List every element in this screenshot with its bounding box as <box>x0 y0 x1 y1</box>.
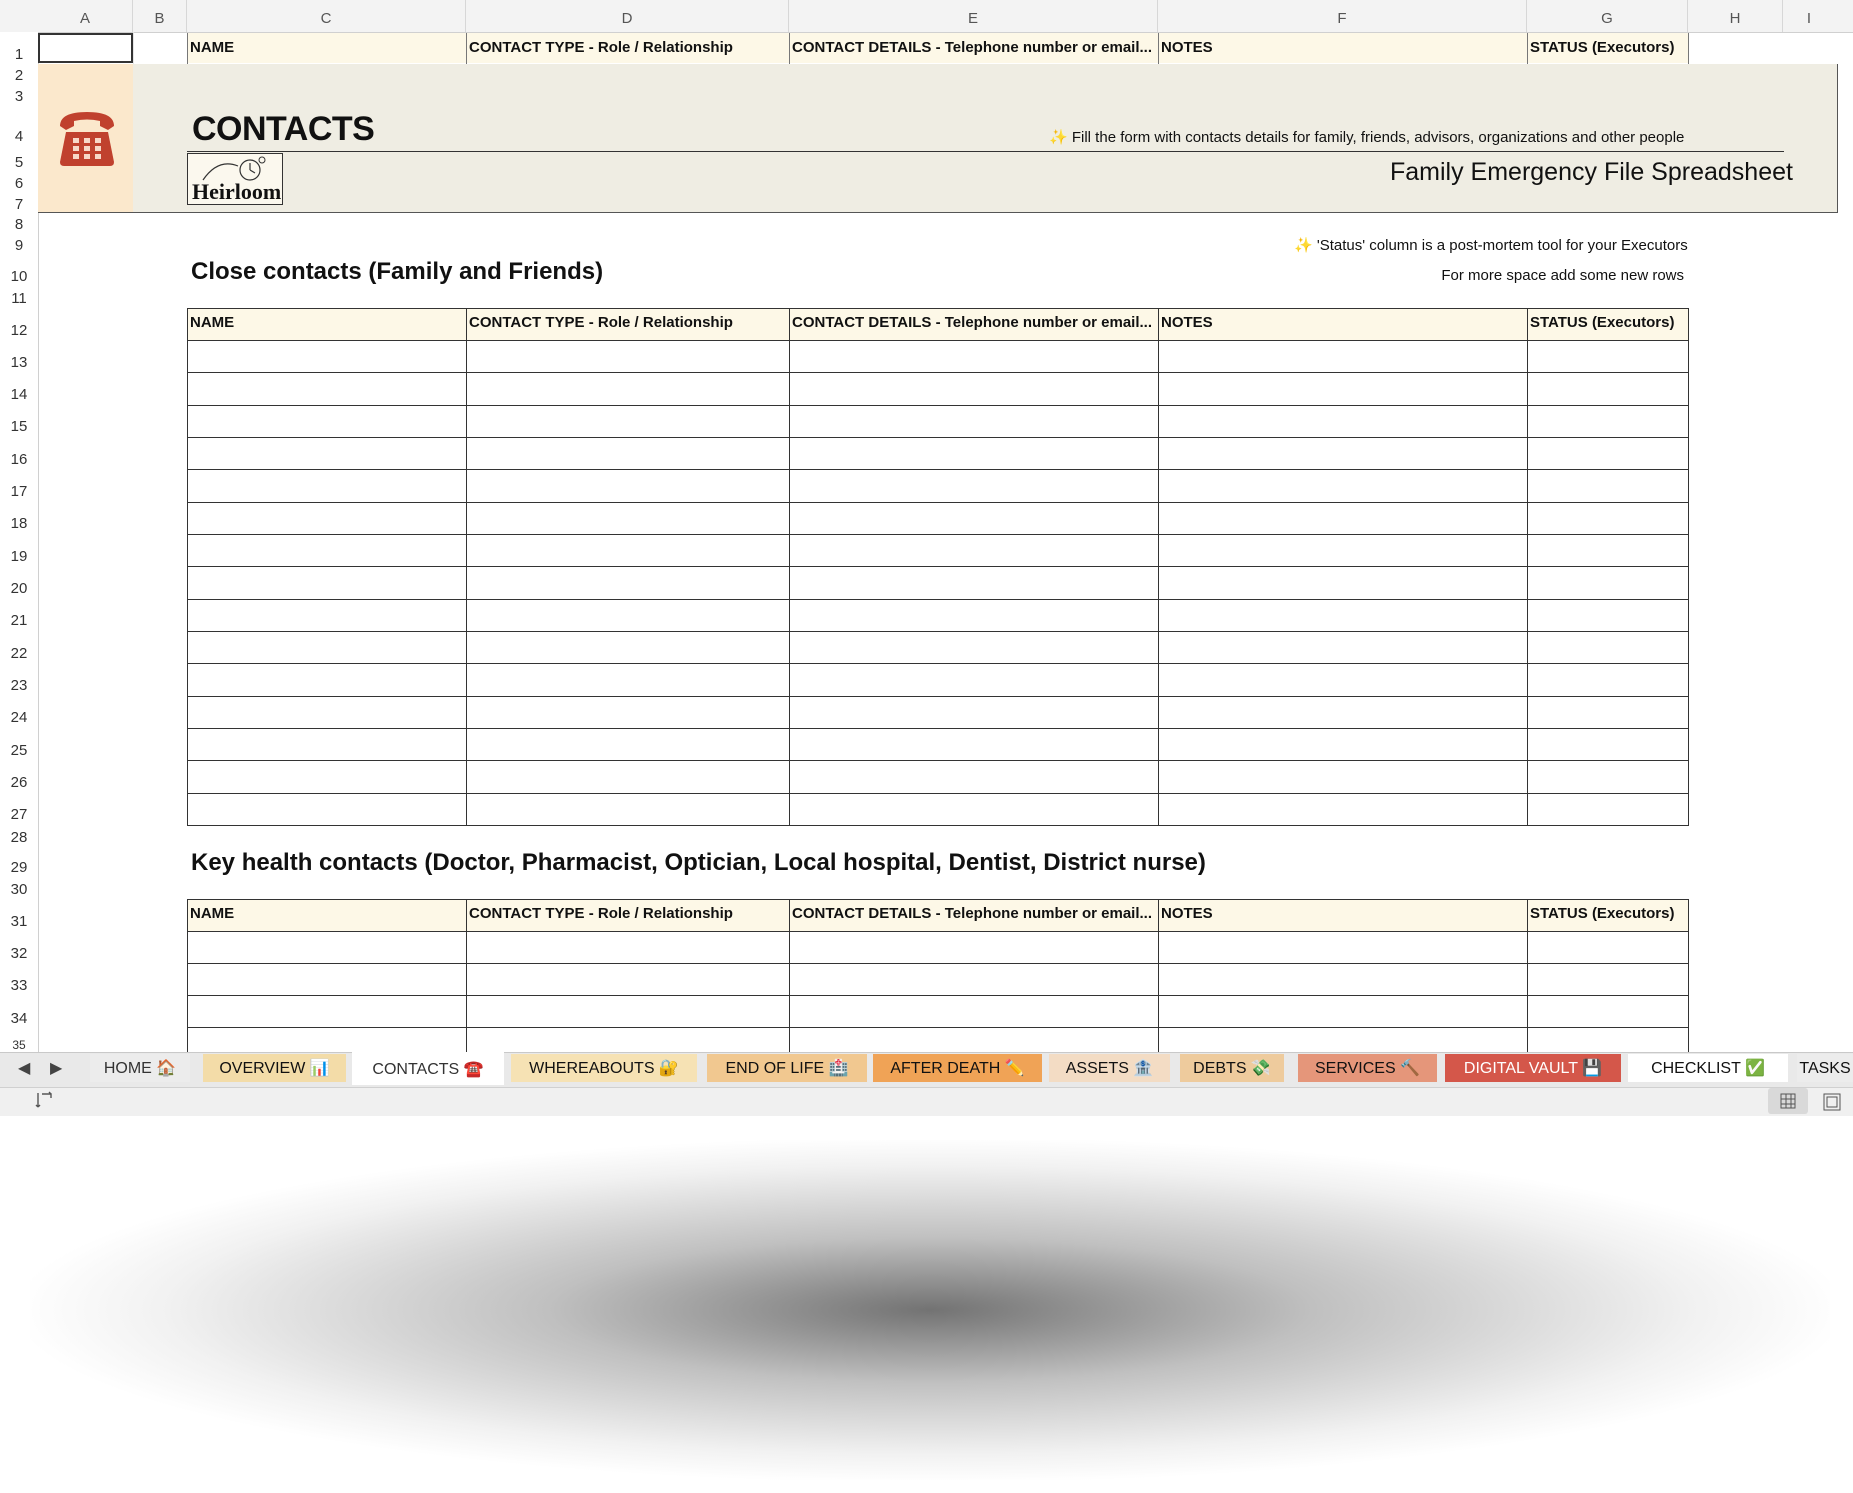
table-cell[interactable] <box>1528 470 1688 502</box>
banner-hint-text: Fill the form with contacts details for family, friends, advisors, organizations and other people <box>1071 129 1685 146</box>
table-cell[interactable] <box>1528 932 1688 963</box>
table-cell[interactable] <box>188 535 466 566</box>
section-title-close-contacts: Close contacts (Family and Friends) <box>191 258 604 285</box>
table-grid-line <box>187 899 1689 900</box>
banner-hint <box>1049 128 1684 146</box>
table-cell[interactable] <box>188 341 466 372</box>
row-header-2[interactable]: 2 <box>14 67 24 84</box>
table-header-contact-details: CONTACT DETAILS - Telephone number or email... <box>789 899 1158 931</box>
sparkle-icon: ✨ <box>1049 129 1068 146</box>
table-cell[interactable] <box>1159 341 1527 372</box>
row-header-8[interactable]: 8 <box>14 216 24 233</box>
table-header-name: NAME <box>187 308 466 340</box>
table-cell[interactable] <box>467 567 789 599</box>
table-cell[interactable] <box>188 761 466 793</box>
table-cell[interactable] <box>1159 697 1527 728</box>
table-cell[interactable] <box>790 470 1158 502</box>
table-cell[interactable] <box>188 567 466 599</box>
row1-header-contact-type: CONTACT TYPE - Role / Relationship <box>466 33 789 63</box>
sheet-tab-whereabouts[interactable]: WHEREABOUTS 🔐 <box>511 1054 697 1082</box>
table-cell[interactable] <box>790 729 1158 760</box>
table-cell[interactable] <box>790 794 1158 825</box>
row1-divider <box>789 33 790 64</box>
table-cell[interactable] <box>1159 932 1527 963</box>
window-drop-shadow <box>30 1140 1830 1480</box>
column-header-e[interactable]: E <box>789 0 1158 32</box>
tab-next-icon[interactable]: ▶ <box>50 1060 63 1077</box>
table-cell[interactable] <box>467 697 789 728</box>
table-cell[interactable] <box>790 503 1158 534</box>
table-cell[interactable] <box>188 600 466 631</box>
sheet-tab-contacts[interactable]: CONTACTS ☎️ <box>352 1052 504 1085</box>
table-cell[interactable] <box>1159 535 1527 566</box>
row1-divider <box>1158 33 1159 64</box>
row-header-23[interactable]: 23 <box>10 677 28 694</box>
heirloom-logo <box>187 153 283 205</box>
table-cell[interactable] <box>790 697 1158 728</box>
row-header-13[interactable]: 13 <box>10 354 28 371</box>
status-note <box>1294 236 1688 254</box>
table-cell[interactable] <box>1528 535 1688 566</box>
column-header-f[interactable]: F <box>1158 0 1527 32</box>
row-header-12[interactable]: 12 <box>10 322 28 339</box>
row1-divider <box>1527 33 1528 64</box>
table-cell[interactable] <box>1159 794 1527 825</box>
table-cell[interactable] <box>790 964 1158 995</box>
table-cell[interactable] <box>790 341 1158 372</box>
space-note: For more space add some new rows <box>1441 267 1684 284</box>
table-cell[interactable] <box>188 964 466 995</box>
table-cell[interactable] <box>467 729 789 760</box>
table-cell[interactable] <box>1159 632 1527 663</box>
row-header-29[interactable]: 29 <box>10 859 28 876</box>
table-cell[interactable] <box>188 996 466 1027</box>
table-cell[interactable] <box>1528 697 1688 728</box>
table-cell[interactable] <box>188 406 466 437</box>
table-cell[interactable] <box>1159 964 1527 995</box>
row1-header-notes: NOTES <box>1158 33 1527 63</box>
table-cell[interactable] <box>1159 373 1527 405</box>
table-header-contact-details: CONTACT DETAILS - Telephone number or email... <box>789 308 1158 340</box>
row1-divider <box>466 33 467 64</box>
banner-subtitle: Family Emergency File Spreadsheet <box>1390 158 1793 186</box>
table-cell[interactable] <box>188 438 466 469</box>
table-cell[interactable] <box>467 503 789 534</box>
table-cell[interactable] <box>790 664 1158 696</box>
column-header-d[interactable]: D <box>466 0 789 32</box>
table-cell[interactable] <box>1528 664 1688 696</box>
selected-cell-a1[interactable] <box>38 33 133 63</box>
table-cell[interactable] <box>1159 761 1527 793</box>
row-header-16[interactable]: 16 <box>10 451 28 468</box>
row-header-4[interactable]: 4 <box>14 128 24 145</box>
table-cell[interactable] <box>467 470 789 502</box>
sheet-tab-overview[interactable]: OVERVIEW 📊 <box>203 1054 346 1082</box>
row-header-32[interactable]: 32 <box>10 945 28 962</box>
normal-view-icon[interactable] <box>1768 1088 1808 1114</box>
table-cell[interactable] <box>790 932 1158 963</box>
sheet-tab-home[interactable]: HOME 🏠 <box>90 1054 190 1082</box>
row-header-14[interactable]: 14 <box>10 386 28 403</box>
row-header-28[interactable]: 28 <box>10 829 28 846</box>
row1-header-contact-details: CONTACT DETAILS - Telephone number or email... <box>789 33 1158 63</box>
row-header-7[interactable]: 7 <box>14 196 24 213</box>
table-cell[interactable] <box>1159 729 1527 760</box>
table-cell[interactable] <box>467 632 789 663</box>
table-cell[interactable] <box>1528 761 1688 793</box>
table-cell[interactable] <box>188 632 466 663</box>
tab-prev-icon[interactable]: ◀ <box>18 1060 31 1077</box>
table-cell[interactable] <box>467 341 789 372</box>
table-header-notes: NOTES <box>1158 899 1527 931</box>
table-cell[interactable] <box>790 373 1158 405</box>
table-grid-line <box>1688 308 1689 826</box>
row-header-11[interactable]: 11 <box>11 290 27 307</box>
table-cell[interactable] <box>467 600 789 631</box>
section-title-health-contacts: Key health contacts (Doctor, Pharmacist, Optician, Local hospital, Dentist, District nurse) <box>191 849 1206 876</box>
row-header-21[interactable]: 21 <box>10 612 28 629</box>
column-header-c[interactable]: C <box>187 0 466 32</box>
sheet-tab-services[interactable]: SERVICES 🔨 <box>1298 1054 1437 1082</box>
column-header-b[interactable]: B <box>133 0 187 32</box>
row-header-20[interactable]: 20 <box>10 580 28 597</box>
row-header-10[interactable]: 10 <box>10 268 28 285</box>
row-header-18[interactable]: 18 <box>10 515 28 532</box>
row-header-17[interactable]: 17 <box>10 483 28 500</box>
sheet-tab-debts[interactable]: DEBTS 💸 <box>1180 1054 1284 1082</box>
table-cell[interactable] <box>467 373 789 405</box>
table-cell[interactable] <box>467 438 789 469</box>
row-header-35[interactable]: 35 <box>12 1038 26 1052</box>
table-cell[interactable] <box>1528 373 1688 405</box>
table-header-notes: NOTES <box>1158 308 1527 340</box>
table-cell[interactable] <box>467 794 789 825</box>
row1-header-name: NAME <box>187 33 466 63</box>
table-cell[interactable] <box>1528 600 1688 631</box>
row-header-27[interactable]: 27 <box>10 806 28 823</box>
table-cell[interactable] <box>188 794 466 825</box>
sheet-tab-after-death[interactable]: AFTER DEATH ✏️ <box>873 1054 1042 1082</box>
row1-divider <box>187 33 188 64</box>
table-cell[interactable] <box>790 600 1158 631</box>
sheet-view-icon[interactable] <box>34 1090 54 1110</box>
logo-wordmark: Heirloom <box>192 179 282 204</box>
table-cell[interactable] <box>467 406 789 437</box>
table-cell[interactable] <box>790 632 1158 663</box>
table-cell[interactable] <box>467 964 789 995</box>
row-header-9[interactable]: 9 <box>14 237 24 254</box>
table-cell[interactable] <box>467 996 789 1027</box>
table-cell[interactable] <box>1528 632 1688 663</box>
table-cell[interactable] <box>188 373 466 405</box>
row-header-26[interactable]: 26 <box>10 774 28 791</box>
table-header-status: STATUS (Executors) <box>1527 899 1688 931</box>
table-grid-line <box>187 1027 1689 1028</box>
table-cell[interactable] <box>1159 600 1527 631</box>
row-header-24[interactable]: 24 <box>10 709 28 726</box>
row-header-6[interactable]: 6 <box>14 175 24 192</box>
table-cell[interactable] <box>1528 964 1688 995</box>
telephone-icon <box>54 104 120 170</box>
table-cell[interactable] <box>1159 470 1527 502</box>
table-cell[interactable] <box>1159 406 1527 437</box>
banner-rule <box>187 151 1784 152</box>
table-cell[interactable] <box>467 535 789 566</box>
table-header-contact-type: CONTACT TYPE - Role / Relationship <box>466 308 789 340</box>
table-cell[interactable] <box>188 470 466 502</box>
row-header-33[interactable]: 33 <box>10 977 28 994</box>
status-note-text: 'Status' column is a post-mortem tool for your Executors <box>1316 237 1688 254</box>
table-cell[interactable] <box>1528 567 1688 599</box>
table-cell[interactable] <box>790 406 1158 437</box>
table-header-contact-type: CONTACT TYPE - Role / Relationship <box>466 899 789 931</box>
table-cell[interactable] <box>790 996 1158 1027</box>
sheet-tab-digital-vault[interactable]: DIGITAL VAULT 💾 <box>1445 1054 1621 1082</box>
table-cell[interactable] <box>467 664 789 696</box>
table-grid-line <box>187 825 1689 826</box>
page-layout-icon[interactable] <box>1823 1093 1841 1111</box>
table-cell[interactable] <box>1528 503 1688 534</box>
table-cell[interactable] <box>790 438 1158 469</box>
table-cell[interactable] <box>1159 664 1527 696</box>
table-cell[interactable] <box>1528 406 1688 437</box>
row-header-34[interactable]: 34 <box>10 1010 28 1027</box>
table-cell[interactable] <box>188 697 466 728</box>
table-header-status: STATUS (Executors) <box>1527 308 1688 340</box>
sheet-tab-end-of-life[interactable]: END OF LIFE 🏥 <box>707 1054 867 1082</box>
row-header-19[interactable]: 19 <box>10 548 28 565</box>
table-cell[interactable] <box>467 932 789 963</box>
table-cell[interactable] <box>1159 438 1527 469</box>
table-cell[interactable] <box>1528 341 1688 372</box>
sheet-tab-assets[interactable]: ASSETS 🏦 <box>1049 1054 1170 1082</box>
table-cell[interactable] <box>790 567 1158 599</box>
table-cell[interactable] <box>188 932 466 963</box>
table-cell[interactable] <box>1528 794 1688 825</box>
table-cell[interactable] <box>1159 567 1527 599</box>
table-grid-line <box>187 308 1689 309</box>
row-header-25[interactable]: 25 <box>10 742 28 759</box>
row1-header-status: STATUS (Executors) <box>1527 33 1688 63</box>
sheet-tab-tasks[interactable]: TASKS <box>1797 1054 1853 1082</box>
sheet-tab-checklist[interactable]: CHECKLIST ✅ <box>1628 1054 1788 1082</box>
row-header-3[interactable]: 3 <box>14 88 24 105</box>
table-cell[interactable] <box>1528 438 1688 469</box>
table-cell[interactable] <box>790 535 1158 566</box>
table-cell[interactable] <box>1159 503 1527 534</box>
table-grid-line <box>1688 899 1689 1053</box>
column-header-i[interactable]: I <box>1806 10 1812 27</box>
page-title: CONTACTS <box>192 110 375 148</box>
row-header-15[interactable]: 15 <box>10 418 28 435</box>
table-header-name: NAME <box>187 899 466 931</box>
table-cell[interactable] <box>1528 996 1688 1027</box>
table-cell[interactable] <box>1528 729 1688 760</box>
table-cell[interactable] <box>1159 996 1527 1027</box>
table-cell[interactable] <box>188 503 466 534</box>
row-header-22[interactable]: 22 <box>10 645 28 662</box>
status-bar <box>0 1087 1853 1116</box>
row-header-31[interactable]: 31 <box>10 913 28 930</box>
table-cell[interactable] <box>188 729 466 760</box>
table-cell[interactable] <box>790 761 1158 793</box>
row1-divider <box>1688 33 1689 64</box>
row-header-1[interactable]: 1 <box>14 46 24 63</box>
column-header-g[interactable]: G <box>1527 0 1688 32</box>
row-header-5[interactable]: 5 <box>14 154 24 171</box>
column-header-a[interactable]: A <box>38 0 133 32</box>
table-cell[interactable] <box>467 761 789 793</box>
table-cell[interactable] <box>188 664 466 696</box>
sparkle-icon: ✨ <box>1294 237 1313 254</box>
column-header-h[interactable]: H <box>1688 0 1783 32</box>
row-header-30[interactable]: 30 <box>10 881 28 898</box>
grid-line <box>133 32 134 64</box>
